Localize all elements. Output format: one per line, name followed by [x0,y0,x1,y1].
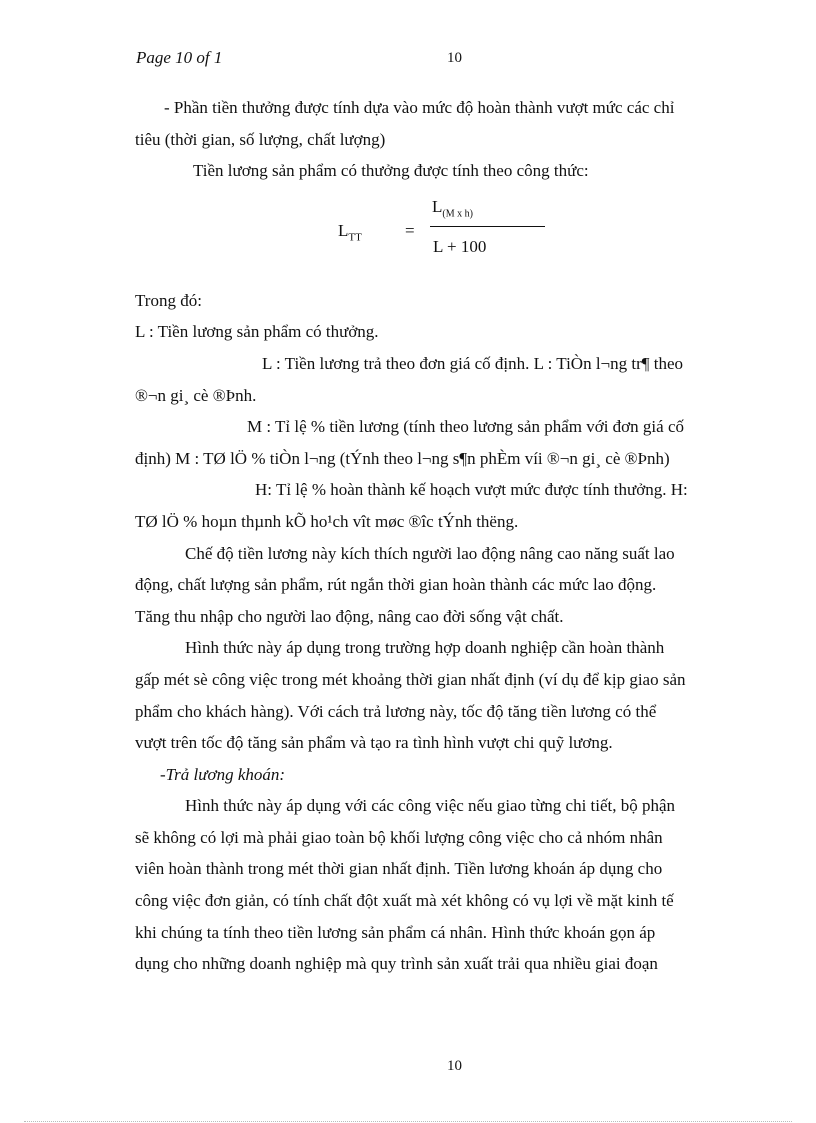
formula [135,187,757,285]
paragraph-line: - Phần tiền thưởng được tính dựa vào mức độ hoàn thành vượt mức các chỉ [164,98,675,117]
paragraph-line: Chế độ tiền lương này kích thích người lao động nâng cao năng suất lao [185,543,675,563]
fraction-bar [430,226,545,227]
paragraph-line: tiêu (thời gian, số lượng, chất lượng) [135,129,386,149]
paragraph-line: Tăng thu nhập cho người lao động, nâng cao đời sống vật chất. [135,606,564,626]
definition-m: M : Tỉ lệ % tiền lương (tính theo lương sản phẩm với đơn giá cố [247,417,684,437]
formula-lhs: $L_{TT}$ [338,220,362,244]
paragraph-line: Hình thức này áp dụng với các công việc nếu giao từng chi tiết, bộ phận [185,796,676,816]
page-number-bottom: 10 [447,1058,462,1074]
formula-denominator: L + 100 [433,236,487,256]
definition-line: L : Tiền lương trả theo đơn giá cố định. L : TiÒn l¬ng tr¶ theo [262,353,683,373]
document-body [135,92,757,980]
formula-equals: = [405,220,415,240]
paragraph-line: Hình thức này áp dụng trong trường hợp doanh nghiệp cần hoàn thành [185,638,665,658]
definition-h: H: Tỉ lệ % hoàn thành kế hoạch vượt mức được tính thưởng. H: [255,480,688,500]
page-label: Page 10 of 1 [136,48,223,67]
page-number-top: 10 [447,50,462,66]
section-heading: -Trả lương khoán: [160,764,286,784]
paragraph-line: vượt trên tốc độ tăng sản phẩm và tạo ra tình hình vượt chi quỹ lương. [135,733,613,753]
paragraph-line: động, chất lượng sản phẩm, rút ngắn thời gian hoàn thành các mức lao động. [135,575,657,595]
formula-numerator: $L_{(M x h)}$ [432,196,473,220]
definition-line: ®¬n gi¸ cè ®Þnh. [135,385,257,405]
definition-l: L : Tiền lương sản phẩm có thưởng. [135,322,379,342]
formula-intro: Tiền lương sản phẩm có thưởng được tính theo công thức: [193,161,589,181]
paragraph-line: sẽ không có lợi mà phải giao toàn bộ khối lượng công việc cho cả nhóm nhân [135,827,663,847]
paragraph-line: phẩm cho khách hàng). Với cách trả lương này, tốc độ tăng tiền lương có thể [135,701,657,721]
paragraph-line: dụng cho những doanh nghiệp mà quy trình sản xuất trải qua nhiều giai đoạn [135,954,658,974]
paragraph-line: khi chúng ta tính theo tiền lương sản phẩm cá nhân. Hình thức khoán gọn áp [135,922,656,942]
paragraph-line: công việc đơn giản, có tính chất đột xuất mà xét không có vụ lợi về mặt kinh tế [135,891,674,911]
page-bottom-rule [24,1121,792,1122]
definition-line: TØ lÖ % hoµn thµnh kÕ ho¹ch vît møc ®îc tÝnh thëng. [135,511,519,531]
definition-line: định) M : TØ lÖ % tiÒn l¬ng (tÝnh theo l¬ng s¶n phÈm víi ®¬n gi¸ cè ®Þnh) [135,448,670,468]
paragraph-line: viên hoàn thành trong mét thời gian nhất định. Tiền lương khoán áp dụng cho [135,859,663,879]
paragraph-line: Trong đó: [135,290,202,310]
paragraph-line: gấp mét sè công việc trong mét khoảng thời gian nhất định (ví dụ để kịp giao sản [135,669,686,689]
